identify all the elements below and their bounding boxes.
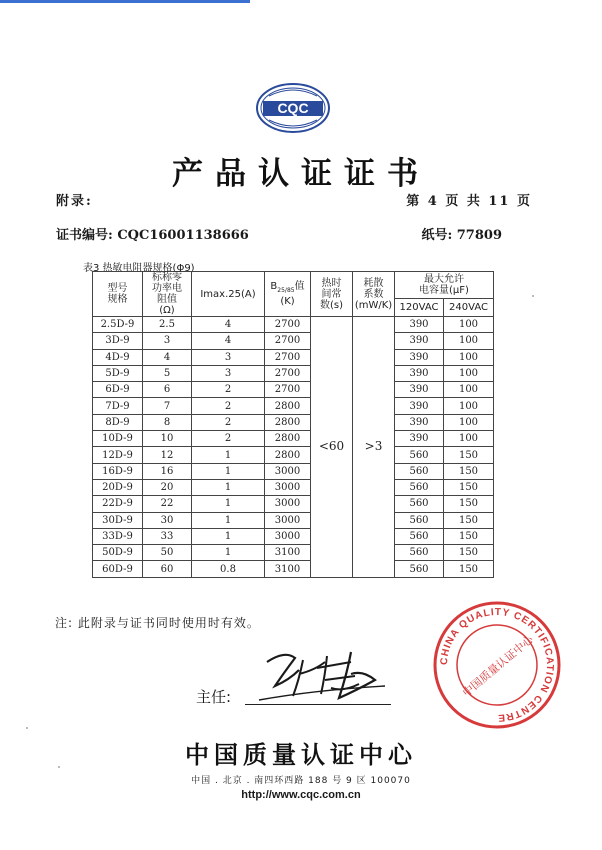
header-cap-240vac: 240VAC — [444, 298, 494, 316]
cell-model: 33D-9 — [93, 528, 143, 544]
cell-imax: 2 — [192, 398, 265, 414]
cell-cap-240vac: 150 — [444, 528, 494, 544]
table-row — [93, 317, 494, 333]
cell-cap-240vac: 150 — [444, 479, 494, 495]
certificate-number: 证书编号: CQC16001138666 — [56, 228, 249, 243]
cell-model: 5D-9 — [93, 365, 143, 381]
cell-bvalue: 2800 — [265, 431, 311, 447]
svg-text:中国质量认证中心: 中国质量认证中心 — [460, 632, 536, 700]
cell-model: 2.5D-9 — [93, 317, 143, 333]
cell-thermal-time: <60 — [311, 317, 353, 578]
cell-imax: 1 — [192, 512, 265, 528]
header-imax: Imax.25(A) — [192, 272, 265, 317]
cell-cap-120vac: 390 — [395, 414, 444, 430]
cell-cap-120vac: 560 — [395, 545, 444, 561]
cell-cap-240vac: 150 — [444, 496, 494, 512]
cell-imax: 2 — [192, 431, 265, 447]
cell-model: 30D-9 — [93, 512, 143, 528]
cell-bvalue: 2700 — [265, 365, 311, 381]
cell-resistance: 22 — [143, 496, 192, 512]
cell-imax: 1 — [192, 545, 265, 561]
cell-model: 6D-9 — [93, 382, 143, 398]
cell-cap-120vac: 390 — [395, 382, 444, 398]
header-dissipation: 耗散 系数 (mW/K) — [353, 272, 395, 317]
cell-resistance: 20 — [143, 479, 192, 495]
cell-resistance: 16 — [143, 463, 192, 479]
cell-cap-240vac: 100 — [444, 333, 494, 349]
cell-imax: 0.8 — [192, 561, 265, 577]
cell-cap-120vac: 560 — [395, 496, 444, 512]
cell-cap-240vac: 150 — [444, 545, 494, 561]
cell-cap-120vac: 560 — [395, 561, 444, 577]
cell-bvalue: 3000 — [265, 479, 311, 495]
cell-model: 8D-9 — [93, 414, 143, 430]
cell-model: 20D-9 — [93, 479, 143, 495]
signature-line — [245, 704, 391, 705]
header-bvalue: $B_{25/85}$值 (K) — [265, 272, 311, 317]
cell-bvalue: 2800 — [265, 398, 311, 414]
cell-cap-240vac: 100 — [444, 317, 494, 333]
cell-resistance: 12 — [143, 447, 192, 463]
appendix-label: 附录: — [56, 194, 93, 209]
cell-resistance: 2.5 — [143, 317, 192, 333]
cell-resistance: 5 — [143, 365, 192, 381]
cell-imax: 1 — [192, 528, 265, 544]
cell-model: 50D-9 — [93, 545, 143, 561]
cell-model: 10D-9 — [93, 431, 143, 447]
cell-cap-240vac: 100 — [444, 382, 494, 398]
table-row — [93, 414, 494, 430]
organization-website[interactable]: http://www.cqc.com.cn — [241, 789, 361, 801]
director-label: 主任: — [196, 688, 232, 706]
cell-model: 4D-9 — [93, 349, 143, 365]
cell-resistance: 30 — [143, 512, 192, 528]
cell-resistance: 60 — [143, 561, 192, 577]
table-row — [93, 447, 494, 463]
cell-model: 12D-9 — [93, 447, 143, 463]
cell-cap-240vac: 100 — [444, 365, 494, 381]
cell-cap-120vac: 390 — [395, 365, 444, 381]
cell-resistance: 8 — [143, 414, 192, 430]
table-row — [93, 512, 494, 528]
cell-resistance: 6 — [143, 382, 192, 398]
cell-model: 22D-9 — [93, 496, 143, 512]
cell-cap-120vac: 560 — [395, 479, 444, 495]
cell-imax: 1 — [192, 496, 265, 512]
cell-cap-120vac: 560 — [395, 512, 444, 528]
cqc-logo — [255, 82, 331, 134]
cell-imax: 1 — [192, 463, 265, 479]
cell-imax: 2 — [192, 382, 265, 398]
cell-imax: 3 — [192, 349, 265, 365]
cell-cap-120vac: 390 — [395, 317, 444, 333]
spec-table — [92, 271, 494, 578]
cell-bvalue: 3000 — [265, 512, 311, 528]
cell-bvalue: 2700 — [265, 349, 311, 365]
table-row — [93, 349, 494, 365]
cell-cap-240vac: 150 — [444, 463, 494, 479]
paper-number: 纸号: 77809 — [421, 228, 502, 243]
cell-cap-240vac: 150 — [444, 447, 494, 463]
table-row — [93, 528, 494, 544]
cell-imax: 3 — [192, 365, 265, 381]
cell-resistance: 4 — [143, 349, 192, 365]
header-cap-120vac: 120VAC — [395, 298, 444, 316]
certification-seal — [432, 600, 562, 730]
cell-bvalue: 3000 — [265, 528, 311, 544]
cell-bvalue: 3000 — [265, 463, 311, 479]
validity-note: 注: 此附录与证书同时使用时有效。 — [55, 616, 260, 630]
table-row — [93, 463, 494, 479]
cell-cap-240vac: 100 — [444, 414, 494, 430]
cell-dissipation: >3 — [353, 317, 395, 578]
cell-imax: 4 — [192, 317, 265, 333]
cell-bvalue: 2700 — [265, 317, 311, 333]
cell-cap-240vac: 100 — [444, 349, 494, 365]
spec-table-body — [93, 317, 494, 578]
cell-cap-240vac: 150 — [444, 561, 494, 577]
organization-address: 中国 . 北京 . 南四环西路 188 号 9 区 100070 — [191, 776, 411, 786]
table-row — [93, 545, 494, 561]
cell-resistance: 7 — [143, 398, 192, 414]
cell-model: 3D-9 — [93, 333, 143, 349]
table-row — [93, 496, 494, 512]
cell-resistance: 3 — [143, 333, 192, 349]
organization-name: 中国质量认证中心 — [185, 741, 417, 769]
cell-bvalue: 2800 — [265, 447, 311, 463]
cell-imax: 2 — [192, 414, 265, 430]
cell-imax: 1 — [192, 479, 265, 495]
cell-bvalue: 3000 — [265, 496, 311, 512]
cell-resistance: 33 — [143, 528, 192, 544]
cell-cap-120vac: 390 — [395, 398, 444, 414]
scan-speck — [26, 727, 28, 729]
cell-bvalue: 3100 — [265, 561, 311, 577]
cell-bvalue: 2700 — [265, 382, 311, 398]
cell-cap-120vac: 390 — [395, 431, 444, 447]
document-title: 产品认证证书 — [172, 156, 430, 192]
cell-imax: 4 — [192, 333, 265, 349]
table-row — [93, 479, 494, 495]
header-model: 型号 规格 — [93, 272, 143, 317]
table-caption: 表3 热敏电阻器规格(Φ9) — [83, 263, 195, 274]
cell-cap-120vac: 560 — [395, 528, 444, 544]
cell-cap-120vac: 560 — [395, 447, 444, 463]
spec-table-wrapper — [92, 271, 494, 578]
cell-resistance: 10 — [143, 431, 192, 447]
cell-model: 7D-9 — [93, 398, 143, 414]
cell-model: 60D-9 — [93, 561, 143, 577]
cell-model: 16D-9 — [93, 463, 143, 479]
table-row — [93, 333, 494, 349]
cell-resistance: 50 — [143, 545, 192, 561]
table-row — [93, 382, 494, 398]
header-thermal-time: 热时 间常 数(s) — [311, 272, 353, 317]
cell-cap-120vac: 560 — [395, 463, 444, 479]
cell-bvalue: 3100 — [265, 545, 311, 561]
cell-cap-120vac: 390 — [395, 333, 444, 349]
page-info: 第 4 页 共 11 页 — [406, 194, 532, 209]
logo-text: CQC — [277, 100, 309, 116]
scan-speck — [58, 766, 60, 768]
header-capacitance: 最大允许 电容量(μF) — [395, 272, 494, 299]
table-row — [93, 431, 494, 447]
table-row — [93, 398, 494, 414]
cell-bvalue: 2700 — [265, 333, 311, 349]
cell-bvalue: 2800 — [265, 414, 311, 430]
svg-text:CHINA QUALITY CERTIFICATION CE: CHINA QUALITY CERTIFICATION CENTRE — [438, 606, 556, 724]
cell-cap-240vac: 100 — [444, 398, 494, 414]
cell-cap-240vac: 150 — [444, 512, 494, 528]
table-row — [93, 561, 494, 577]
top-edge-bar — [0, 0, 250, 3]
header-resistance: 标称零 功率电 阻值 (Ω) — [143, 272, 192, 317]
scan-speck — [532, 295, 534, 297]
table-row — [93, 365, 494, 381]
cell-cap-240vac: 100 — [444, 431, 494, 447]
cell-imax: 1 — [192, 447, 265, 463]
cell-cap-120vac: 390 — [395, 349, 444, 365]
director-signature — [255, 640, 390, 704]
